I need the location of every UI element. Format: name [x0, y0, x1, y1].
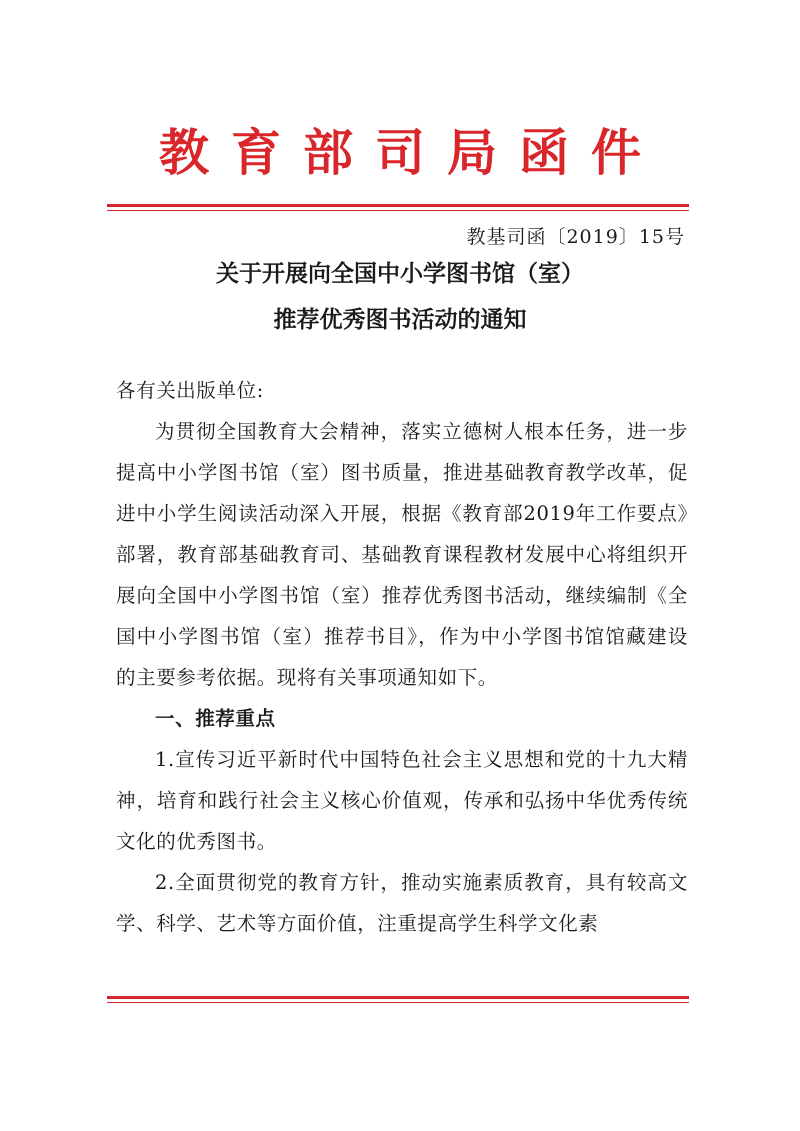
masthead-title: 教育部司局函件 [159, 123, 663, 182]
footer-rule-thin [107, 1002, 689, 1003]
title-line-1: 关于开展向全国中小学图书馆（室） [216, 260, 584, 287]
list-item-1: 1.宣传习近平新时代中国特色社会主义思想和党的十九大精神，培育和践行社会主义核心价值观，传承和弘扬中华优秀传统文化的优秀图书。 [116, 748, 688, 853]
letter-body [116, 370, 688, 944]
masthead-rule-thick [107, 204, 689, 207]
intro-paragraph: 为贯彻全国教育大会精神，落实立德树人根本任务，进一步提高中小学图书馆（室）图书质量，推进基础教育教学改革，促进中小学生阅读活动深入开展，根据《教育部2019年工作要点》部署，教育部基础教育司、基础教育课程教材发展中心将组织开展向全国中小学图书馆（室）推荐优秀图书活动，继续编制《全国中小学图书馆（室）推荐书目》，作为中小学图书馆馆藏建设的主要参考依据。现将有关事项通知如下。 [116, 420, 688, 689]
salutation: 各有关出版单位: [116, 379, 264, 402]
document-number: 教基司函〔2019〕15号 [466, 226, 685, 248]
section-heading-1: 一、推荐重点 [155, 707, 276, 730]
footer-rule-thick [107, 996, 689, 999]
masthead-rule-thin [107, 210, 689, 211]
list-item-2: 2.全面贯彻党的教育方针，推动实施素质教育，具有较高文学、科学、艺术等方面价值，注重提高学生科学文化素 [116, 871, 688, 935]
title-line-2: 推荐优秀图书活动的通知 [273, 306, 527, 333]
